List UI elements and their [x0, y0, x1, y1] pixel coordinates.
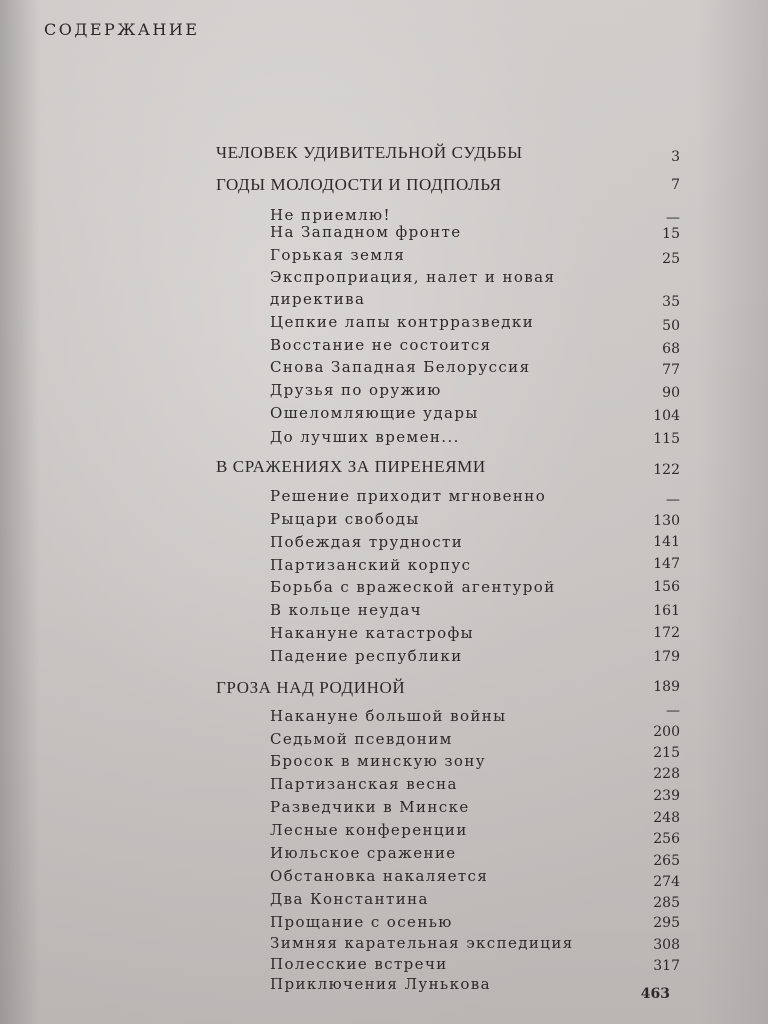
toc-entry-page: 130 [653, 513, 680, 529]
toc-entry-title: Побеждая трудности [270, 533, 464, 551]
toc-entry-title: Партизанская весна [270, 775, 458, 793]
toc-entry-title: Полесские встречи [270, 955, 448, 973]
toc-entry-title: На Западном фронте [270, 223, 462, 241]
toc-entry-title: Разведчики в Минске [270, 798, 470, 816]
toc-entry-title: Зимняя карательная экспедиция [270, 934, 574, 952]
toc-entry-title: Седьмой псевдоним [270, 730, 453, 748]
toc-entry [0, 601, 768, 623]
toc-entry-title: До лучших времен... [270, 428, 460, 446]
toc-entry-title: Накануне большой войны [270, 707, 507, 725]
toc-entry-page: 317 [653, 958, 680, 974]
toc-entry-page: 68 [662, 341, 680, 357]
toc-entry-page: 228 [653, 766, 680, 782]
toc-entry-page: — [666, 210, 680, 226]
toc-entry-page: 285 [653, 895, 680, 911]
toc-entry-title: Борьба с вражеской агентурой [270, 578, 556, 596]
toc-entry-page: 115 [653, 431, 680, 447]
toc-entry-page: 274 [653, 874, 680, 890]
toc-entry-page: 77 [662, 362, 680, 378]
toc-entry-title: Снова Западная Белоруссия [270, 358, 531, 376]
toc-entry-page: 156 [653, 579, 680, 595]
toc-entry-title: Рыцари свободы [270, 510, 420, 528]
toc-entry-page: 265 [653, 853, 680, 869]
toc-entry [0, 578, 768, 600]
toc-entry-page: 104 [653, 408, 680, 424]
toc-entry [0, 487, 768, 509]
toc-entry [0, 313, 768, 335]
toc-entry-title: Два Константина [270, 890, 429, 908]
toc-entry-title: Бросок в минскую зону [270, 752, 486, 770]
toc-entry-page: 256 [653, 831, 680, 847]
toc-entry-page: 172 [653, 625, 680, 641]
toc-entry-page: — [666, 492, 680, 508]
toc-entry-page: 200 [653, 724, 680, 740]
toc-entry-page: 189 [653, 679, 680, 695]
toc-entry-page: 35 [662, 294, 680, 310]
toc-entry-title: ЧЕЛОВЕК УДИВИТЕЛЬНОЙ СУДЬБЫ [216, 143, 523, 162]
toc-entry [0, 290, 768, 312]
toc-entry [0, 556, 768, 578]
toc-entry-title: ГРОЗА НАД РОДИНОЙ [216, 678, 406, 697]
toc-entry-page: 239 [653, 788, 680, 804]
toc-entry-page: 308 [653, 937, 680, 953]
toc-entry-title: Восстание не состоится [270, 336, 492, 354]
toc-entry-title: Приключения Лунькова [270, 975, 491, 993]
toc-entry [0, 268, 768, 290]
toc-entry-title: Не приемлю! [270, 206, 391, 224]
toc-entry-page: 179 [653, 649, 680, 665]
toc-entry-page: 7 [671, 177, 680, 193]
toc-entry-page: 147 [653, 556, 680, 572]
toc-entry-title: Друзья по оружию [270, 381, 442, 399]
toc-entry-page: — [666, 703, 680, 719]
toc-entry-page: 15 [662, 226, 680, 242]
toc-entry-title: Экспроприация, налет и новая [270, 268, 556, 286]
toc-entry-title: Ошеломляющие удары [270, 404, 479, 422]
toc-entry [0, 336, 768, 358]
page-number: 463 [640, 986, 670, 1002]
toc-entry-page: 141 [653, 534, 680, 550]
toc-entry-title: ГОДЫ МОЛОДОСТИ И ПОДПОЛЬЯ [216, 175, 502, 194]
toc-entry-page: 161 [653, 603, 680, 619]
toc-entry-title: В кольце неудач [270, 601, 422, 619]
toc-entry-title: Цепкие лапы контрразведки [270, 313, 535, 331]
toc-section [0, 457, 768, 479]
contents-heading: СОДЕРЖАНИЕ [44, 20, 200, 39]
toc-entry-title: директива [270, 290, 366, 308]
toc-entry-title: В СРАЖЕНИЯХ ЗА ПИРЕНЕЯМИ [216, 457, 486, 476]
toc-entry-title: Прощание с осенью [270, 913, 453, 931]
toc-entry-title: Горькая земля [270, 246, 406, 264]
toc-entry-page: 248 [653, 810, 680, 826]
toc-entry-title: Июльское сражение [270, 844, 457, 862]
toc-entry-title: Партизанский корпус [270, 556, 472, 574]
toc-entry [0, 624, 768, 646]
toc-entry [0, 510, 768, 532]
toc-entry-page: 3 [671, 149, 680, 165]
toc-entry [0, 428, 768, 450]
toc-entry-title: Обстановка накаляется [270, 867, 489, 885]
toc-entry [0, 533, 768, 555]
toc-entry-page: 90 [662, 385, 680, 401]
toc-entry [0, 223, 768, 245]
toc-entry [0, 246, 768, 268]
toc-entry [0, 381, 768, 403]
toc-entry-title: Решение приходит мгновенно [270, 487, 547, 505]
toc-section [0, 175, 768, 197]
toc-section [0, 678, 768, 700]
toc-entry [0, 404, 768, 426]
toc-entry [0, 647, 768, 669]
toc-entry-page: 25 [662, 251, 680, 267]
toc-entry-title: Лесные конференции [270, 821, 468, 839]
toc-entry-page: 295 [653, 915, 680, 931]
toc-entry-title: Накануне катастрофы [270, 624, 474, 642]
toc-section [0, 143, 768, 165]
toc-entry [0, 358, 768, 380]
toc-entry-page: 215 [653, 745, 680, 761]
toc-entry-page: 50 [662, 318, 680, 334]
toc-entry-title: Падение республики [270, 647, 463, 665]
toc-entry-page: 122 [653, 462, 680, 478]
